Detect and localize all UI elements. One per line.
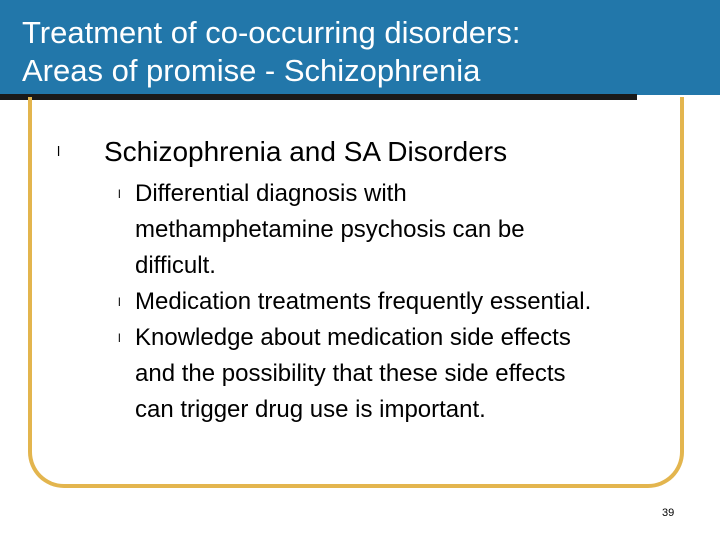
section-heading: Schizophrenia and SA Disorders xyxy=(104,136,508,167)
page-number: 39 xyxy=(662,507,675,519)
list-item-text: Differential diagnosis with methamphetamine psychosis can be difficult. xyxy=(135,180,525,279)
list-item xyxy=(118,320,678,428)
bullet-icon: l xyxy=(118,331,121,345)
title-line-2: Areas of promise - Schizophrenia xyxy=(22,53,481,88)
list-item-text: Knowledge about medication side effects and the possibility that these side effects can trigger drug use is important. xyxy=(135,324,571,423)
bullet-icon: l xyxy=(57,143,61,159)
bullet-icon: l xyxy=(118,295,121,309)
list-item-text: Medication treatments frequently essential. xyxy=(135,288,592,315)
slide-title xyxy=(22,14,702,90)
title-bar xyxy=(0,0,720,95)
list-item xyxy=(118,176,678,284)
sub-bullet-list xyxy=(118,176,678,428)
list-item xyxy=(118,284,678,320)
bullet-icon: l xyxy=(118,187,121,201)
title-line-1: Treatment of co-occurring disorders: xyxy=(22,15,521,50)
